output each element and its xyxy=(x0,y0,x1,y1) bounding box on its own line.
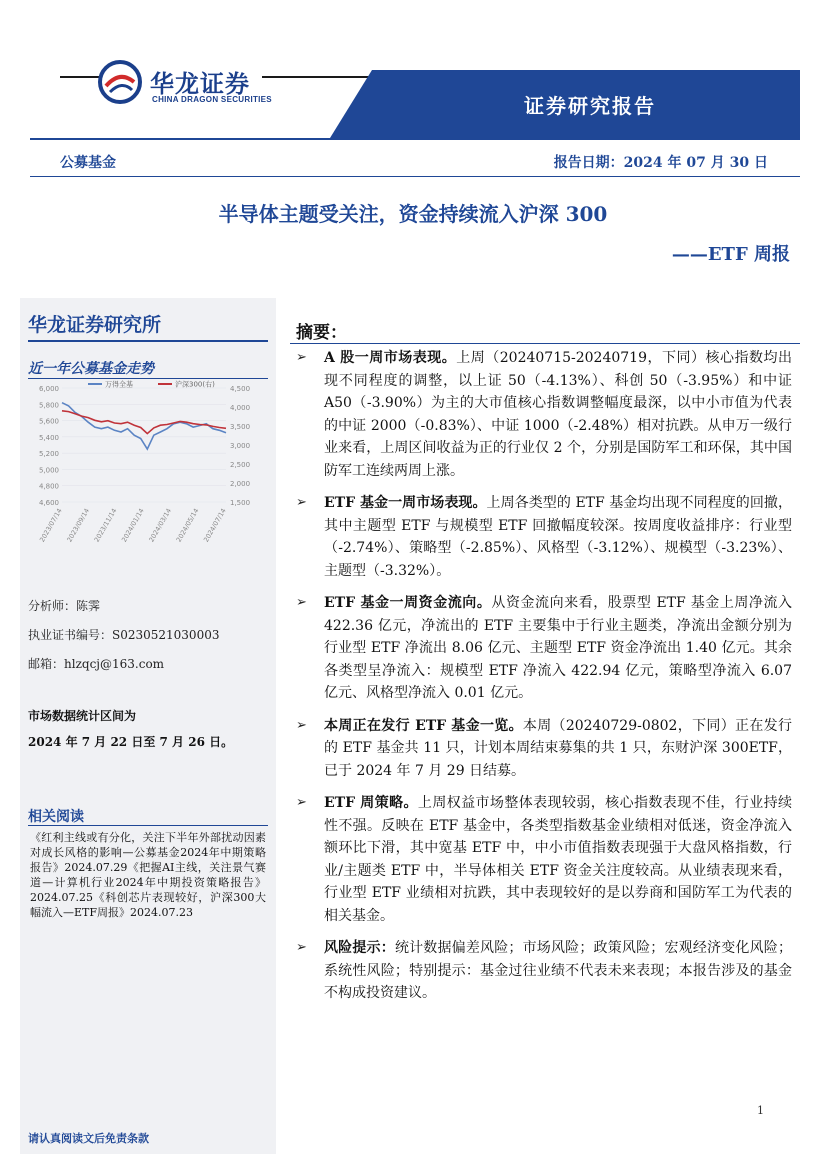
chart-series-line xyxy=(62,403,226,449)
chart-y-left-tick: 5,800 xyxy=(38,401,59,410)
arrow-bullet-icon: ➢ xyxy=(296,495,307,510)
header-rule-left xyxy=(60,76,100,78)
item-text: 上周（20240715-20240719，下同）核心指数均出现不同程度的调整，以上证 50（-4.13%）、科创 50（-3.95%）和中证 A50（-3.90%）为主的大市值核心指数调整幅度最深，以中小市值为代表的中证 2000（-0.83%）、中证 1000（-2.48%）相对抗跌。从申万一级行业来看，上周区间收益为正的行业仅 2 个，分别是国防军工和环保，其中国防军工连续两周上涨。 xyxy=(324,350,792,479)
analyst-email: 邮箱：hlzqcj@163.com xyxy=(28,657,165,671)
chart-x-tick: 2024/01/14 xyxy=(120,507,146,544)
sidebar-rule xyxy=(28,825,268,826)
abstract-title: 摘要： xyxy=(296,323,347,343)
report-type-label: 证券研究报告 xyxy=(524,94,656,118)
abstract-list xyxy=(296,347,792,1015)
chart-legend-label: 沪深300(右) xyxy=(175,380,215,389)
item-text: 从资金流向来看，股票型 ETF 基金上周净流入 422.36 亿元，净流出的 ETF 主要集中于行业主题类，净流出金额分别为行业型 ETF 净流出 8.06 亿元、主题型 ETF 资金净流出 1.40 亿元。其余各类型呈净流入：规模型 ETF 净流入 422.94 亿元，策略型净流入 6.07 亿元、风格型净流入 0.01 亿元。 xyxy=(324,595,793,701)
chart-x-tick: 2023/09/14 xyxy=(65,507,92,544)
abstract-item xyxy=(296,347,792,482)
report-date: 报告日期：2024 年 07 月 30 日 xyxy=(553,155,768,171)
chart-y-left-tick: 5,600 xyxy=(38,417,59,426)
related-reading-title: 相关阅读 xyxy=(28,809,84,825)
item-text: 本周（20240729-0802，下同）正在发行的 ETF 基金共 11 只，计划本周结束募集的共 1 只，东财沪深 300ETF，已于 2024 年 7 月 29 日结募。 xyxy=(324,717,792,779)
abstract-item xyxy=(296,937,792,1005)
chart-x-tick: 2023/11/14 xyxy=(92,507,119,544)
item-lead: 风险提示： xyxy=(324,940,395,956)
chart-y-right-tick: 3,500 xyxy=(230,423,251,431)
header-divider xyxy=(30,138,800,140)
item-lead: A 股一周市场表现。 xyxy=(324,350,457,366)
abstract-item xyxy=(296,792,792,927)
sidebar-rule xyxy=(28,378,268,379)
chart-y-right-tick: 2,000 xyxy=(230,480,251,488)
page-number: 1 xyxy=(757,1104,764,1117)
disclaimer-note: 请认真阅读文后免责条款 xyxy=(28,1132,149,1145)
abstract-item xyxy=(296,715,792,783)
header-rule-mid xyxy=(262,76,382,78)
chart-y-right-tick: 2,500 xyxy=(230,461,251,469)
license-number: 执业证书编号：S0230521030003 xyxy=(28,628,220,642)
item-lead: 本周正在发行 ETF 基金一览。 xyxy=(324,717,523,734)
chart-y-left-tick: 5,200 xyxy=(38,450,59,459)
chart-series-line xyxy=(62,411,226,434)
chart-legend-label: 万得全基 xyxy=(105,380,133,389)
related-reading-list: 《红利主线或有分化，关注下半年外部扰动因素对成长风格的影响—公募基金2024年中期策略报告》2024.07.29《把握AI主线，关注景气赛道—计算机行业2024年中期投资策略报告》2024.07.25《科创芯片表现较好，沪深300大幅流入—ETF周报》2024.07.23 xyxy=(30,831,266,919)
chart-x-tick: 2024/05/14 xyxy=(174,507,201,544)
abstract-item xyxy=(296,592,792,705)
arrow-bullet-icon: ➢ xyxy=(296,940,307,955)
sidebar-rule xyxy=(28,340,268,342)
report-title: 半导体主题受关注，资金持续流入沪深 300 xyxy=(218,202,608,226)
stat-period-range: 2024 年 7 月 22 日至 7 月 26 日。 xyxy=(28,735,234,749)
chart-title: 近一年公募基金走势 xyxy=(28,361,154,377)
chart-y-right-tick: 4,000 xyxy=(230,404,251,412)
chart-x-tick: 2024/03/14 xyxy=(147,507,174,544)
chart-y-left-tick: 6,000 xyxy=(38,385,59,393)
arrow-bullet-icon: ➢ xyxy=(296,717,307,733)
arrow-bullet-icon: ➢ xyxy=(296,595,307,610)
chart-y-right-tick: 4,500 xyxy=(230,385,251,393)
item-lead: ETF 周策略。 xyxy=(324,795,418,811)
company-name-en: CHINA DRAGON SECURITIES xyxy=(152,95,272,104)
header-divider-thin xyxy=(30,176,800,177)
company-name: 华龙证券 xyxy=(150,70,250,98)
stat-period-label: 市场数据统计区间为 xyxy=(28,709,137,723)
abstract-rule xyxy=(290,343,800,344)
item-text: 统计数据偏差风险；市场风险；政策风险；宏观经济变化风险；系统性风险；特别提示：基金过往业绩不代表未来表现；本报告涉及的基金不构成投资建议。 xyxy=(324,940,792,1001)
company-logo-icon xyxy=(98,60,142,104)
arrow-bullet-icon: ➢ xyxy=(296,795,307,810)
chart-x-tick: 2023/07/14 xyxy=(38,507,64,544)
arrow-bullet-icon: ➢ xyxy=(296,350,307,365)
chart-x-tick: 2024/07/14 xyxy=(202,507,228,544)
chart-y-left-tick: 5,400 xyxy=(38,433,59,442)
item-lead: ETF 基金一周资金流向。 xyxy=(324,595,492,611)
abstract-item xyxy=(296,492,792,582)
analyst-name: 分析师：陈霁 xyxy=(28,599,101,613)
chart-y-left-tick: 4,800 xyxy=(38,482,59,491)
institute-name: 华龙证券研究所 xyxy=(28,314,162,336)
chart-y-right-tick: 3,000 xyxy=(230,442,251,450)
chart-y-left-tick: 5,000 xyxy=(38,466,59,475)
report-category: 公募基金 xyxy=(60,155,116,171)
chart-y-right-tick: 1,500 xyxy=(230,499,251,507)
chart-y-left-tick: 4,600 xyxy=(38,499,59,507)
fund-trend-chart xyxy=(28,380,268,552)
item-lead: ETF 基金一周市场表现。 xyxy=(324,495,487,511)
item-text: 上周权益市场整体表现较弱，核心指数表现不佳，行业持续性不强。反映在 ETF 基金中，各类型指数基金业绩相对低迷，资金净流入额环比下滑，其中宽基 ETF 中，中小市值指数表现强于大盘风格指数，行业/主题类 ETF 中，半导体相关 ETF 资金关注度较高。从业绩表现来看，行业型 ETF 业绩相对抗跌，其中表现较好的是以券商和国防军工为代表的相关基金。 xyxy=(324,795,792,924)
item-text: 上周各类型的 ETF 基金均出现不同程度的回撤，其中主题型 ETF 与规模型 ETF 回撤幅度较深。按周度收益排序：行业型（-2.74%）、策略型（-2.85%）、风格型（-3.12%）、规模型（-3.23%）、主题型（-3.32%）。 xyxy=(324,495,792,579)
report-subtitle: ——ETF 周报 xyxy=(671,244,790,265)
